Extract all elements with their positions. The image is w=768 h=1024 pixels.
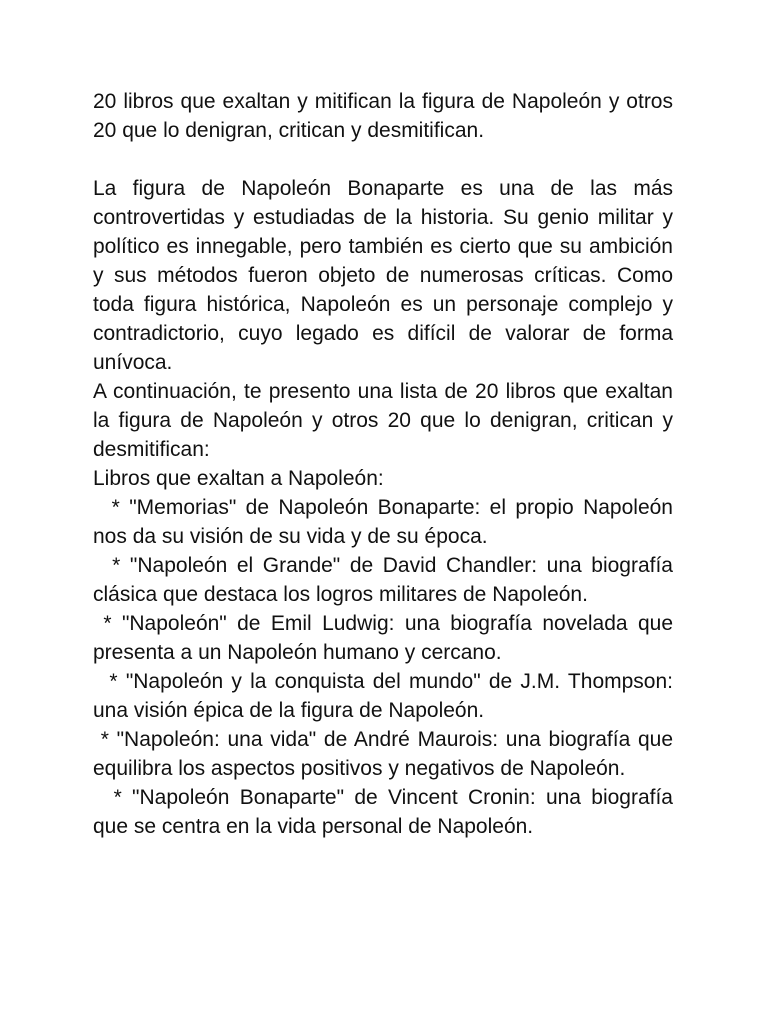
section-heading: Libros que exaltan a Napoleón:	[93, 467, 384, 490]
list-item-text: "Napoleón Bonaparte" de Vincent Cronin: una biografía que se centra en la vida personal de Napoleón.	[93, 786, 673, 838]
list-item	[93, 551, 673, 609]
list-item-text: "Napoleón y la conquista del mundo" de J.M. Thompson: una visión épica de la figura de Napoleón.	[93, 670, 673, 722]
list-item	[93, 493, 673, 551]
paragraph-1: La figura de Napoleón Bonaparte es una de las más controvertidas y estudiadas de la historia. Su genio militar y político es innegable, pero también es cierto que su ambición y sus métodos fueron objeto de numerosas críticas. Como toda figura histórica, Napoleón es un personaje complejo y contradictorio, cuyo legado es difícil de valorar de forma unívoca.	[93, 177, 673, 374]
list-item	[93, 667, 673, 725]
list-item-text: "Napoleón: una vida" de André Maurois: una biografía que equilibra los aspectos positivos y negativos de Napoleón.	[93, 728, 674, 780]
list-bullet: *	[93, 554, 130, 577]
paragraph-2: A continuación, te presento una lista de 20 libros que exaltan la figura de Napoleón y otros 20 que lo denigran, critican y desmitifican:	[93, 380, 673, 461]
document-page	[93, 87, 673, 841]
list-bullet: *	[93, 612, 122, 635]
list-item	[93, 609, 673, 667]
list-bullet: *	[93, 786, 133, 809]
intro-text: 20 libros que exaltan y mitifican la figura de Napoleón y otros 20 que lo denigran, critican y desmitifican.	[93, 90, 673, 142]
list-bullet: *	[93, 496, 130, 519]
list-item	[93, 725, 673, 783]
list-item-text: "Memorias" de Napoleón Bonaparte: el propio Napoleón nos da su visión de su vida y de su época.	[93, 496, 673, 548]
list-item-text: "Napoleón" de Emil Ludwig: una biografía novelada que presenta a un Napoleón humano y cercano.	[93, 612, 673, 664]
list-item-text: "Napoleón el Grande" de David Chandler: una biografía clásica que destaca los logros militares de Napoleón.	[93, 554, 673, 606]
list-bullet: *	[93, 728, 117, 751]
list-item	[93, 783, 673, 841]
list-bullet: *	[93, 670, 126, 693]
